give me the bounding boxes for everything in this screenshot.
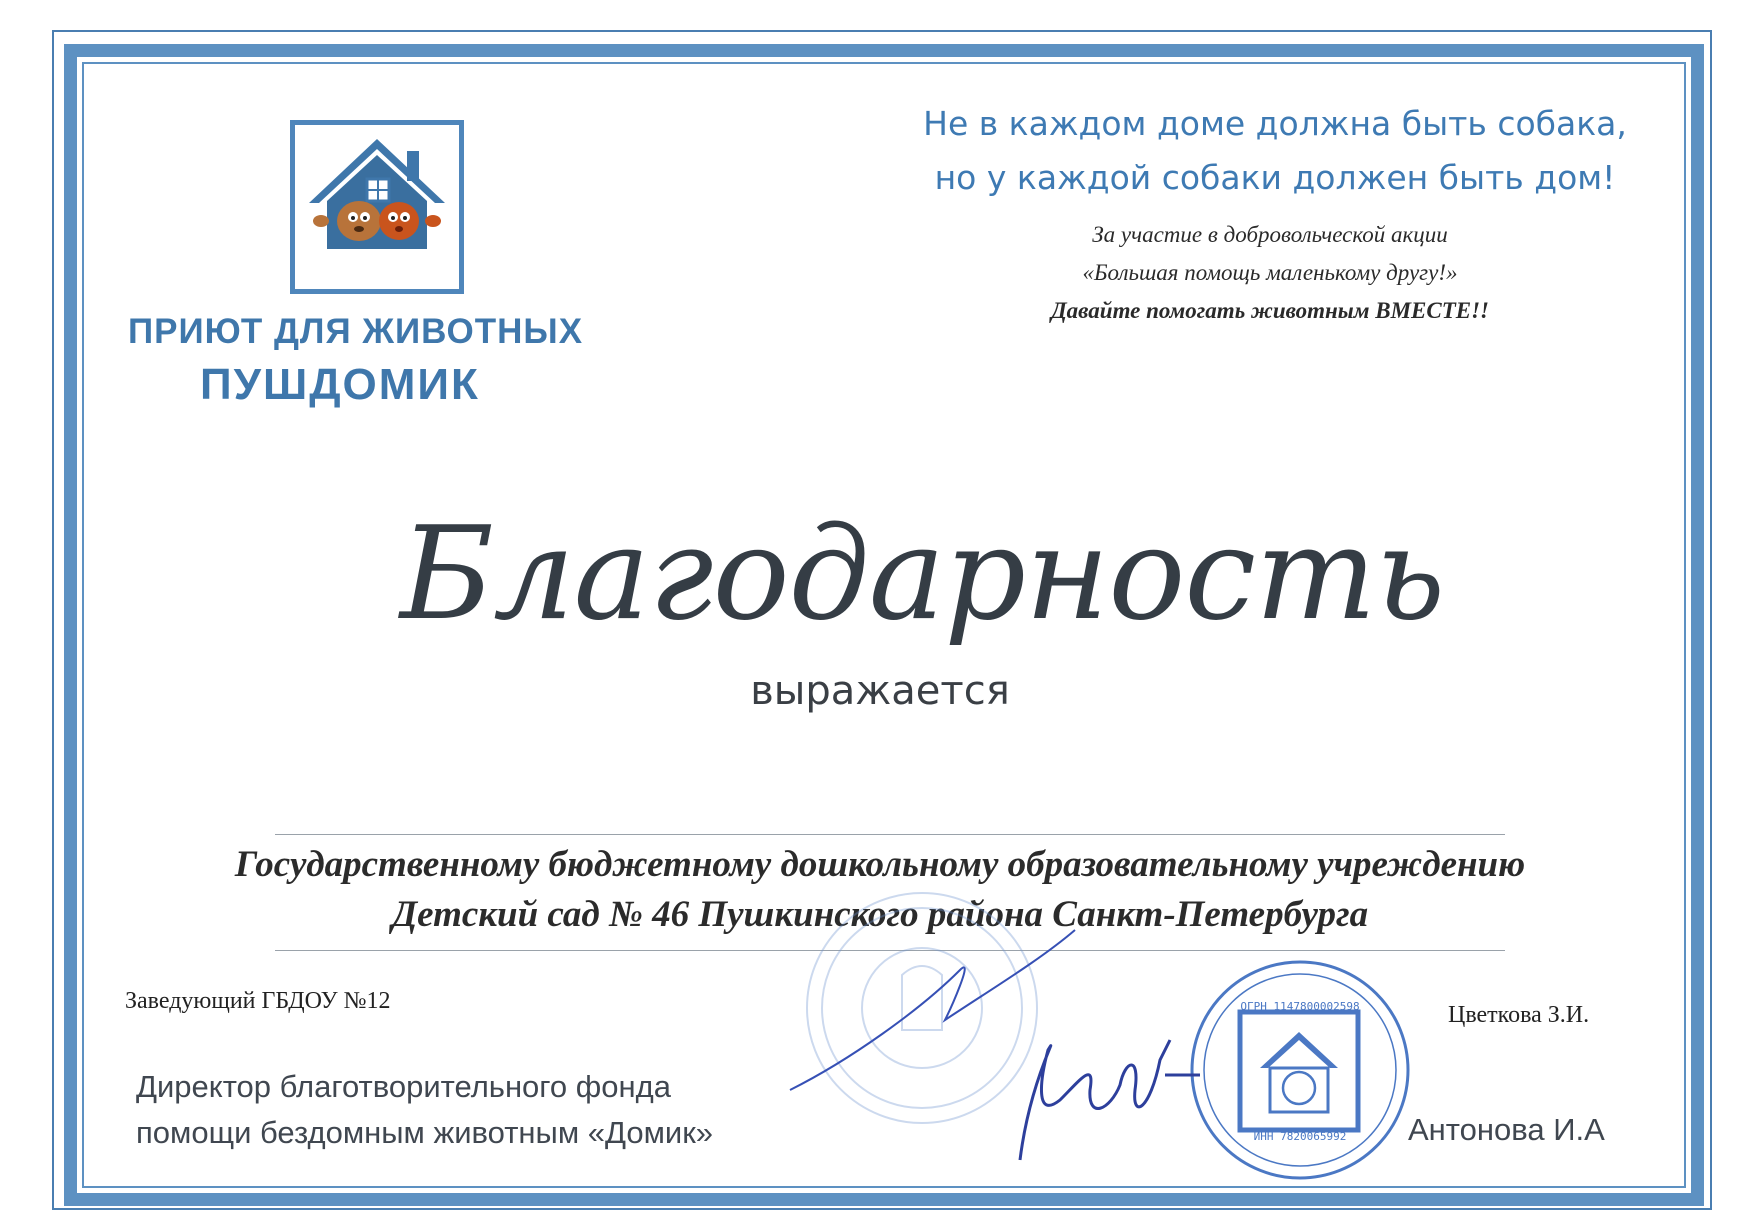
kindergarten-head-name: Цветкова З.И. (1448, 1002, 1590, 1028)
fund-stamp-inn: ИНН 7820065992 (1253, 1130, 1347, 1143)
shelter-name-line1: ПРИЮТ ДЛЯ ЖИВОТНЫХ (128, 312, 584, 351)
fund-director-position-line1: Директор благотворительного фонда (136, 1069, 671, 1104)
event-name: «Большая помощь маленькому другу!» (1082, 260, 1458, 285)
fund-director-name: Антонова И.А (1408, 1112, 1605, 1147)
shelter-name-line2: ПУШДОМИК (200, 360, 480, 409)
fund-director-position (136, 1064, 713, 1156)
certificate-subtitle: выражается (750, 668, 1010, 714)
kindergarten-head-position: Заведующий ГБДОУ №12 (125, 988, 391, 1014)
fund-director-position-line2: помощи бездомным животным «Домик» (136, 1115, 713, 1150)
slogan-line2: но у каждой собаки должен быть дом! (934, 158, 1616, 197)
recipient-line2: Детский сад № 46 Пушкинского района Санкт-Петербурга (391, 894, 1369, 935)
kindergarten-signature (790, 930, 1075, 1090)
director-signature (1020, 1040, 1200, 1160)
event-intro: За участие в добровольческой акции (1092, 222, 1448, 247)
slogan-line1: Не в каждом доме должна быть собака, (923, 104, 1627, 143)
event-call-to-action: Давайте помогать животным ВМЕСТЕ!! (1050, 298, 1490, 323)
kindergarten-stamp (807, 893, 1037, 1123)
recipient-line1: Государственному бюджетному дошкольному образовательному учреждению (234, 844, 1526, 885)
fund-stamp (1192, 962, 1408, 1178)
fund-stamp-ogrn: ОГРН 1147800002598 (1240, 1000, 1360, 1013)
certificate-title: Благодарность (400, 500, 1445, 649)
